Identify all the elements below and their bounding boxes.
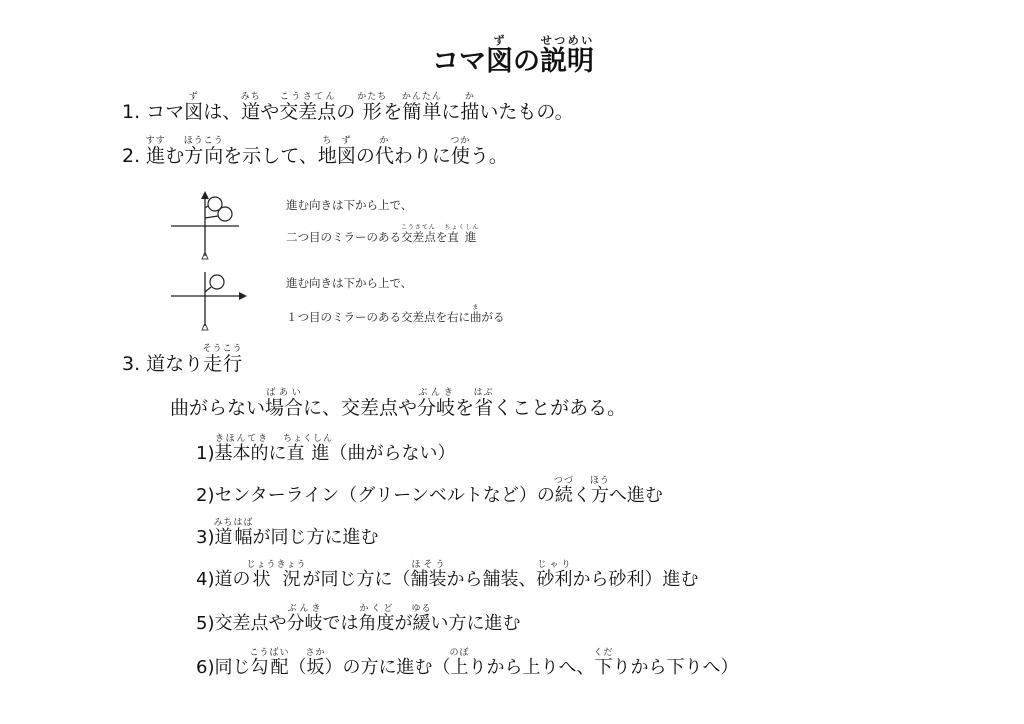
sub-item-4 — [196, 560, 699, 591]
ruby-word: 形かたち — [357, 92, 388, 123]
ruby-word: 進すす — [145, 136, 166, 167]
sub-item-3 — [196, 518, 379, 549]
ruby-word: 交差点こうさてん — [279, 92, 337, 123]
ruby-word: 坂さか — [305, 648, 326, 678]
ruby-word: 勾配こうばい — [249, 648, 290, 678]
ruby-word: 状況じょうきょう — [246, 560, 307, 590]
furigana: か — [374, 136, 394, 146]
furigana: すす — [145, 136, 166, 146]
text-segment: 2. — [122, 145, 147, 167]
text-segment: では — [322, 613, 359, 634]
ruby-word: 場合ばあい — [265, 388, 304, 419]
furigana: つづ — [553, 476, 574, 486]
text-segment: を — [435, 230, 448, 244]
text-segment: から舗装、 — [446, 569, 537, 590]
furigana: きほんてき — [214, 434, 269, 444]
furigana: ほそう — [410, 560, 447, 570]
text-segment: 曲がらない — [170, 397, 266, 419]
text-segment: に — [441, 101, 461, 123]
sub-item-2 — [196, 476, 663, 507]
ruby-word: 舗装ほそう — [410, 560, 447, 590]
text-segment: 5)交差点や — [196, 613, 287, 634]
text-segment: を示して、 — [223, 145, 318, 167]
text-segment: 3) — [196, 527, 215, 548]
item-3 — [122, 344, 243, 376]
furigana: さか — [305, 648, 326, 658]
furigana: こうばい — [249, 648, 290, 658]
diagram1-desc-line2 — [286, 224, 479, 245]
furigana: かんたん — [401, 92, 442, 102]
text-segment: 6)同じ — [196, 657, 251, 678]
text-segment: （ — [288, 657, 307, 678]
furigana: せつめい — [540, 34, 594, 47]
text-segment: くことがある。 — [493, 397, 627, 419]
text-segment: に — [268, 443, 287, 464]
furigana: はぶ — [473, 388, 494, 398]
furigana: ちょくしん — [282, 434, 333, 444]
sub-item-5 — [196, 604, 521, 635]
text-segment: を — [455, 397, 475, 419]
text-segment: う。 — [469, 145, 508, 167]
ruby-word: 道幅みちはば — [213, 518, 254, 548]
diagram2-desc-line1 — [286, 275, 412, 291]
furigana: じょうきょう — [246, 560, 307, 570]
furigana: みち — [240, 92, 261, 102]
furigana: ばあい — [265, 388, 304, 398]
text-segment: む — [165, 145, 185, 167]
text-segment: が同じ方に（ — [302, 569, 411, 590]
furigana: か — [460, 92, 480, 102]
furigana: かたち — [357, 92, 388, 102]
text-segment: 4)道の — [196, 569, 251, 590]
ruby-word: 図ず — [184, 92, 204, 123]
furigana: つか — [450, 136, 471, 146]
ruby-word: 方ほう — [589, 476, 610, 506]
text-segment: を — [383, 101, 403, 123]
text-segment: に、交差点や — [303, 397, 418, 419]
ruby-word: 省はぶ — [473, 388, 494, 419]
ruby-word: 上のぼ — [449, 648, 470, 678]
ruby-word: 図ず — [486, 34, 513, 77]
text-segment: 進む向きは下から上で、 — [286, 276, 413, 290]
diagram1-desc-line1 — [286, 197, 412, 213]
furigana: のぼ — [449, 648, 470, 658]
ruby-word: 曲ま — [470, 304, 482, 324]
item-3-description — [170, 388, 626, 420]
ruby-word: 交差点こうさてん — [400, 224, 436, 244]
text-segment: の — [336, 101, 362, 123]
ruby-word: 方向ほうこう — [183, 136, 224, 167]
text-segment: １つ目のミラーのある交差点を右に — [286, 310, 470, 324]
koma-diagram-straight — [165, 188, 245, 263]
furigana: こうさてん — [279, 92, 337, 102]
text-segment: は、 — [203, 101, 242, 123]
ruby-word: 簡単かんたん — [401, 92, 442, 123]
text-segment: りから上りへ、 — [468, 657, 595, 678]
furigana: ちず — [317, 136, 356, 146]
ruby-word: 角度かくど — [358, 604, 395, 634]
ruby-word: 緩ゆる — [411, 604, 432, 634]
ruby-word: 直進ちょくしん — [282, 434, 333, 464]
text-segment: コマ — [432, 46, 486, 77]
ruby-word: 直進ちょくしん — [444, 224, 480, 244]
text-segment: の — [513, 46, 540, 77]
furigana: こうさてん — [400, 224, 436, 231]
item-1 — [122, 92, 574, 124]
text-segment: いたもの。 — [479, 101, 574, 123]
ruby-word: 分岐ぶんき — [417, 388, 456, 419]
furigana: くだ — [593, 648, 614, 658]
text-segment: から砂利）進む — [572, 569, 699, 590]
text-segment: 1. コマ — [122, 101, 185, 123]
text-segment: 進む向きは下から上で、 — [286, 198, 413, 212]
furigana: ぶんき — [286, 604, 323, 614]
text-segment: 2)センターライン（グリーンベルトなど）の — [196, 485, 555, 506]
furigana: みちはば — [213, 518, 254, 528]
page-title — [432, 34, 594, 78]
text-segment: へ進む — [608, 485, 663, 506]
ruby-word: 代か — [374, 136, 394, 167]
furigana: そうこう — [202, 344, 243, 354]
text-segment: 1) — [196, 443, 215, 464]
text-segment: や — [260, 101, 280, 123]
text-segment: 二つ目のミラーのある — [286, 230, 401, 244]
text-segment: が同じ方に進む — [252, 527, 379, 548]
text-segment: く — [572, 485, 591, 506]
furigana: ぶんき — [417, 388, 456, 398]
ruby-word: 続つづ — [553, 476, 574, 506]
ruby-word: 砂利じゃり — [536, 560, 573, 590]
furigana: かくど — [358, 604, 395, 614]
diagram2-desc-line2 — [286, 304, 505, 325]
ruby-word: 地図ちず — [317, 136, 356, 167]
text-segment: ）の方に進む（ — [324, 657, 451, 678]
ruby-word: 使つか — [450, 136, 471, 167]
text-segment: りから下りへ） — [612, 657, 739, 678]
ruby-word: 下くだ — [593, 648, 614, 678]
furigana: ちょくしん — [444, 224, 480, 231]
sub-item-6 — [196, 648, 739, 679]
text-segment: 3. 道なり — [122, 353, 204, 375]
furigana: ま — [470, 304, 482, 311]
furigana: ほうこう — [183, 136, 224, 146]
ruby-word: 走行そうこう — [202, 344, 243, 375]
item-2 — [122, 136, 508, 168]
text-segment: の — [355, 145, 375, 167]
ruby-word: 基本的きほんてき — [214, 434, 269, 464]
sub-item-1 — [196, 434, 456, 465]
ruby-word: 描か — [460, 92, 480, 123]
furigana: じゃり — [536, 560, 573, 570]
furigana: ほう — [589, 476, 610, 486]
furigana: ゆる — [411, 604, 432, 614]
koma-diagram-right-turn — [165, 266, 255, 336]
furigana: ず — [184, 92, 204, 102]
text-segment: （曲がらない） — [329, 443, 456, 464]
text-segment: い方に進む — [430, 613, 521, 634]
ruby-word: 道みち — [240, 92, 261, 123]
furigana: ず — [486, 34, 513, 47]
ruby-word: 説明せつめい — [540, 34, 594, 77]
text-segment: がる — [481, 310, 505, 324]
ruby-word: 分岐ぶんき — [286, 604, 323, 634]
text-segment: わりに — [393, 145, 451, 167]
text-segment: が — [394, 613, 413, 634]
